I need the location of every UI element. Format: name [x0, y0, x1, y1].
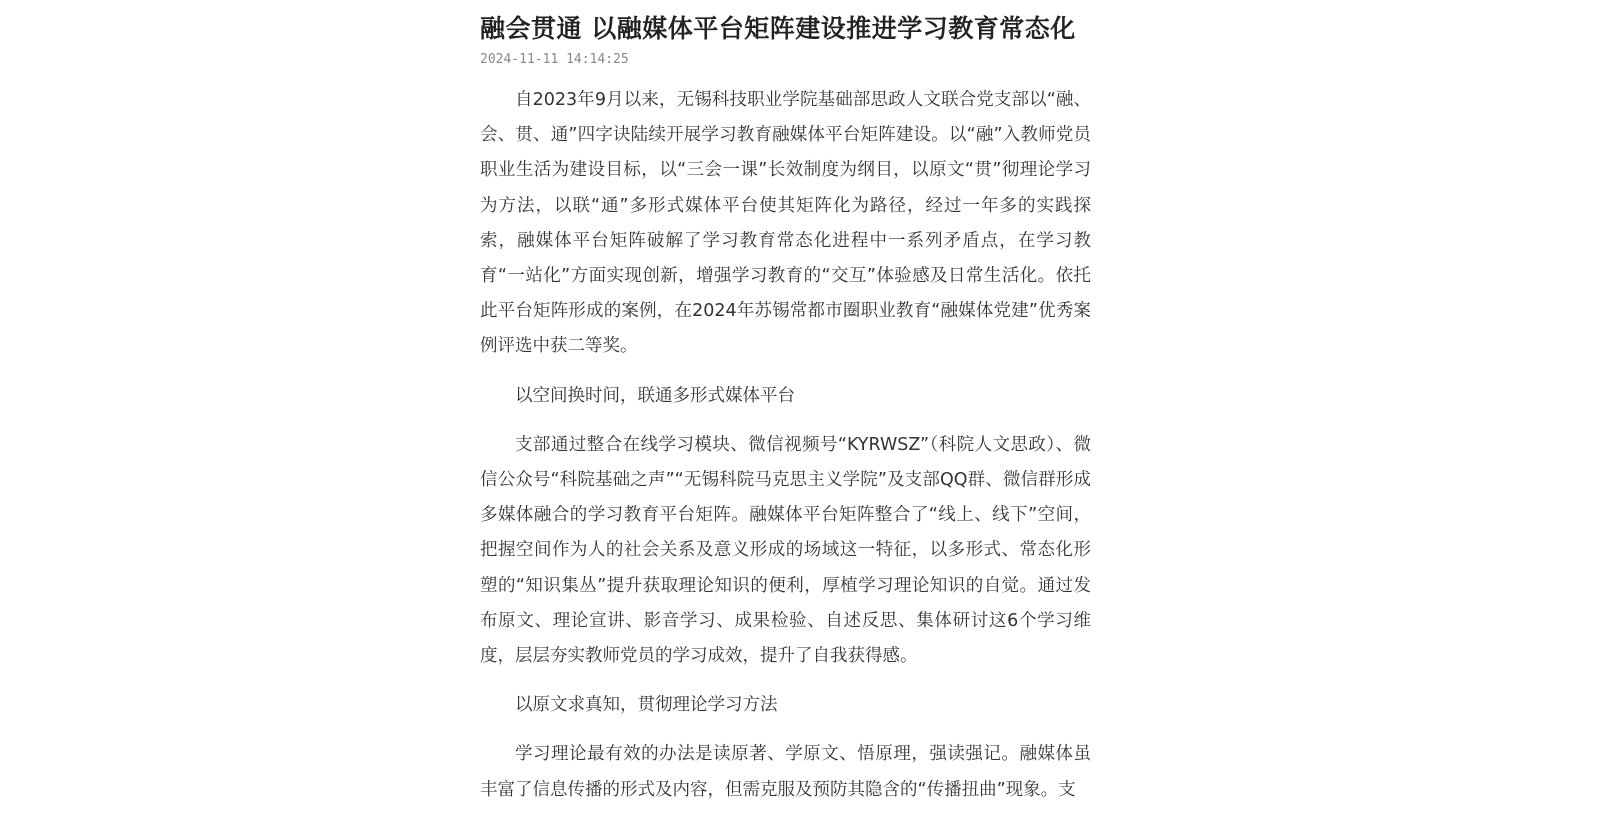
body-paragraph: 支部通过整合在线学习模块、微信视频号“KYRWSZ”（科院人文思政）、微信公众号“科院基础之声”“无锡科院马克思主义学院”及支部QQ群、微信群形成多媒体融合的学习教育平台矩阵。融媒体平台矩阵整合了“线上、线下”空间，把握空间作为人的社会关系及意义形成的场域这一特征，以多形式、常态化形塑的“知识集丛”提升获取理论知识的便利，厚植学习理论知识的自觉。通过发布原文、理论宣讲、影音学习、成果检验、自述反思、集体研讨这6个学习维度，层层夯实教师党员的学习成效，提升了自我获得感。	[480, 434, 1091, 667]
publish-timestamp: 2024-11-11 14:14:25	[480, 52, 629, 67]
article-title: 融会贯通 以融媒体平台矩阵建设推进学习教育常态化	[480, 14, 1076, 43]
section-heading: 以原文求真知，贯彻理论学习方法	[515, 695, 778, 716]
article-body	[480, 83, 1091, 808]
article	[480, 0, 1091, 822]
body-paragraph: 学习理论最有效的办法是读原著、学原文、悟原理，强读强记。融媒体虽丰富了信息传播的形式及内容，但需克服及预防其隐含的“传播扭曲”现象。支	[480, 744, 1091, 800]
section-heading: 以空间换时间，联通多形式媒体平台	[515, 385, 795, 406]
body-paragraph: 自2023年9月以来，无锡科技职业学院基础部思政人文联合党支部以“融、会、贯、通”四字诀陆续开展学习教育融媒体平台矩阵建设。以“融”入教师党员职业生活为建设目标，以“三会一课”长效制度为纲目，以原文“贯”彻理论学习为方法，以联“通”多形式媒体平台使其矩阵化为路径，经过一年多的实践探索，融媒体平台矩阵破解了学习教育常态化进程中一系列矛盾点，在学习教育“一站化”方面实现创新，增强学习教育的“交互”体验感及日常生活化。依托此平台矩阵形成的案例，在2024年苏锡常都市圈职业教育“融媒体党建”优秀案例评选中获二等奖。	[480, 90, 1091, 357]
